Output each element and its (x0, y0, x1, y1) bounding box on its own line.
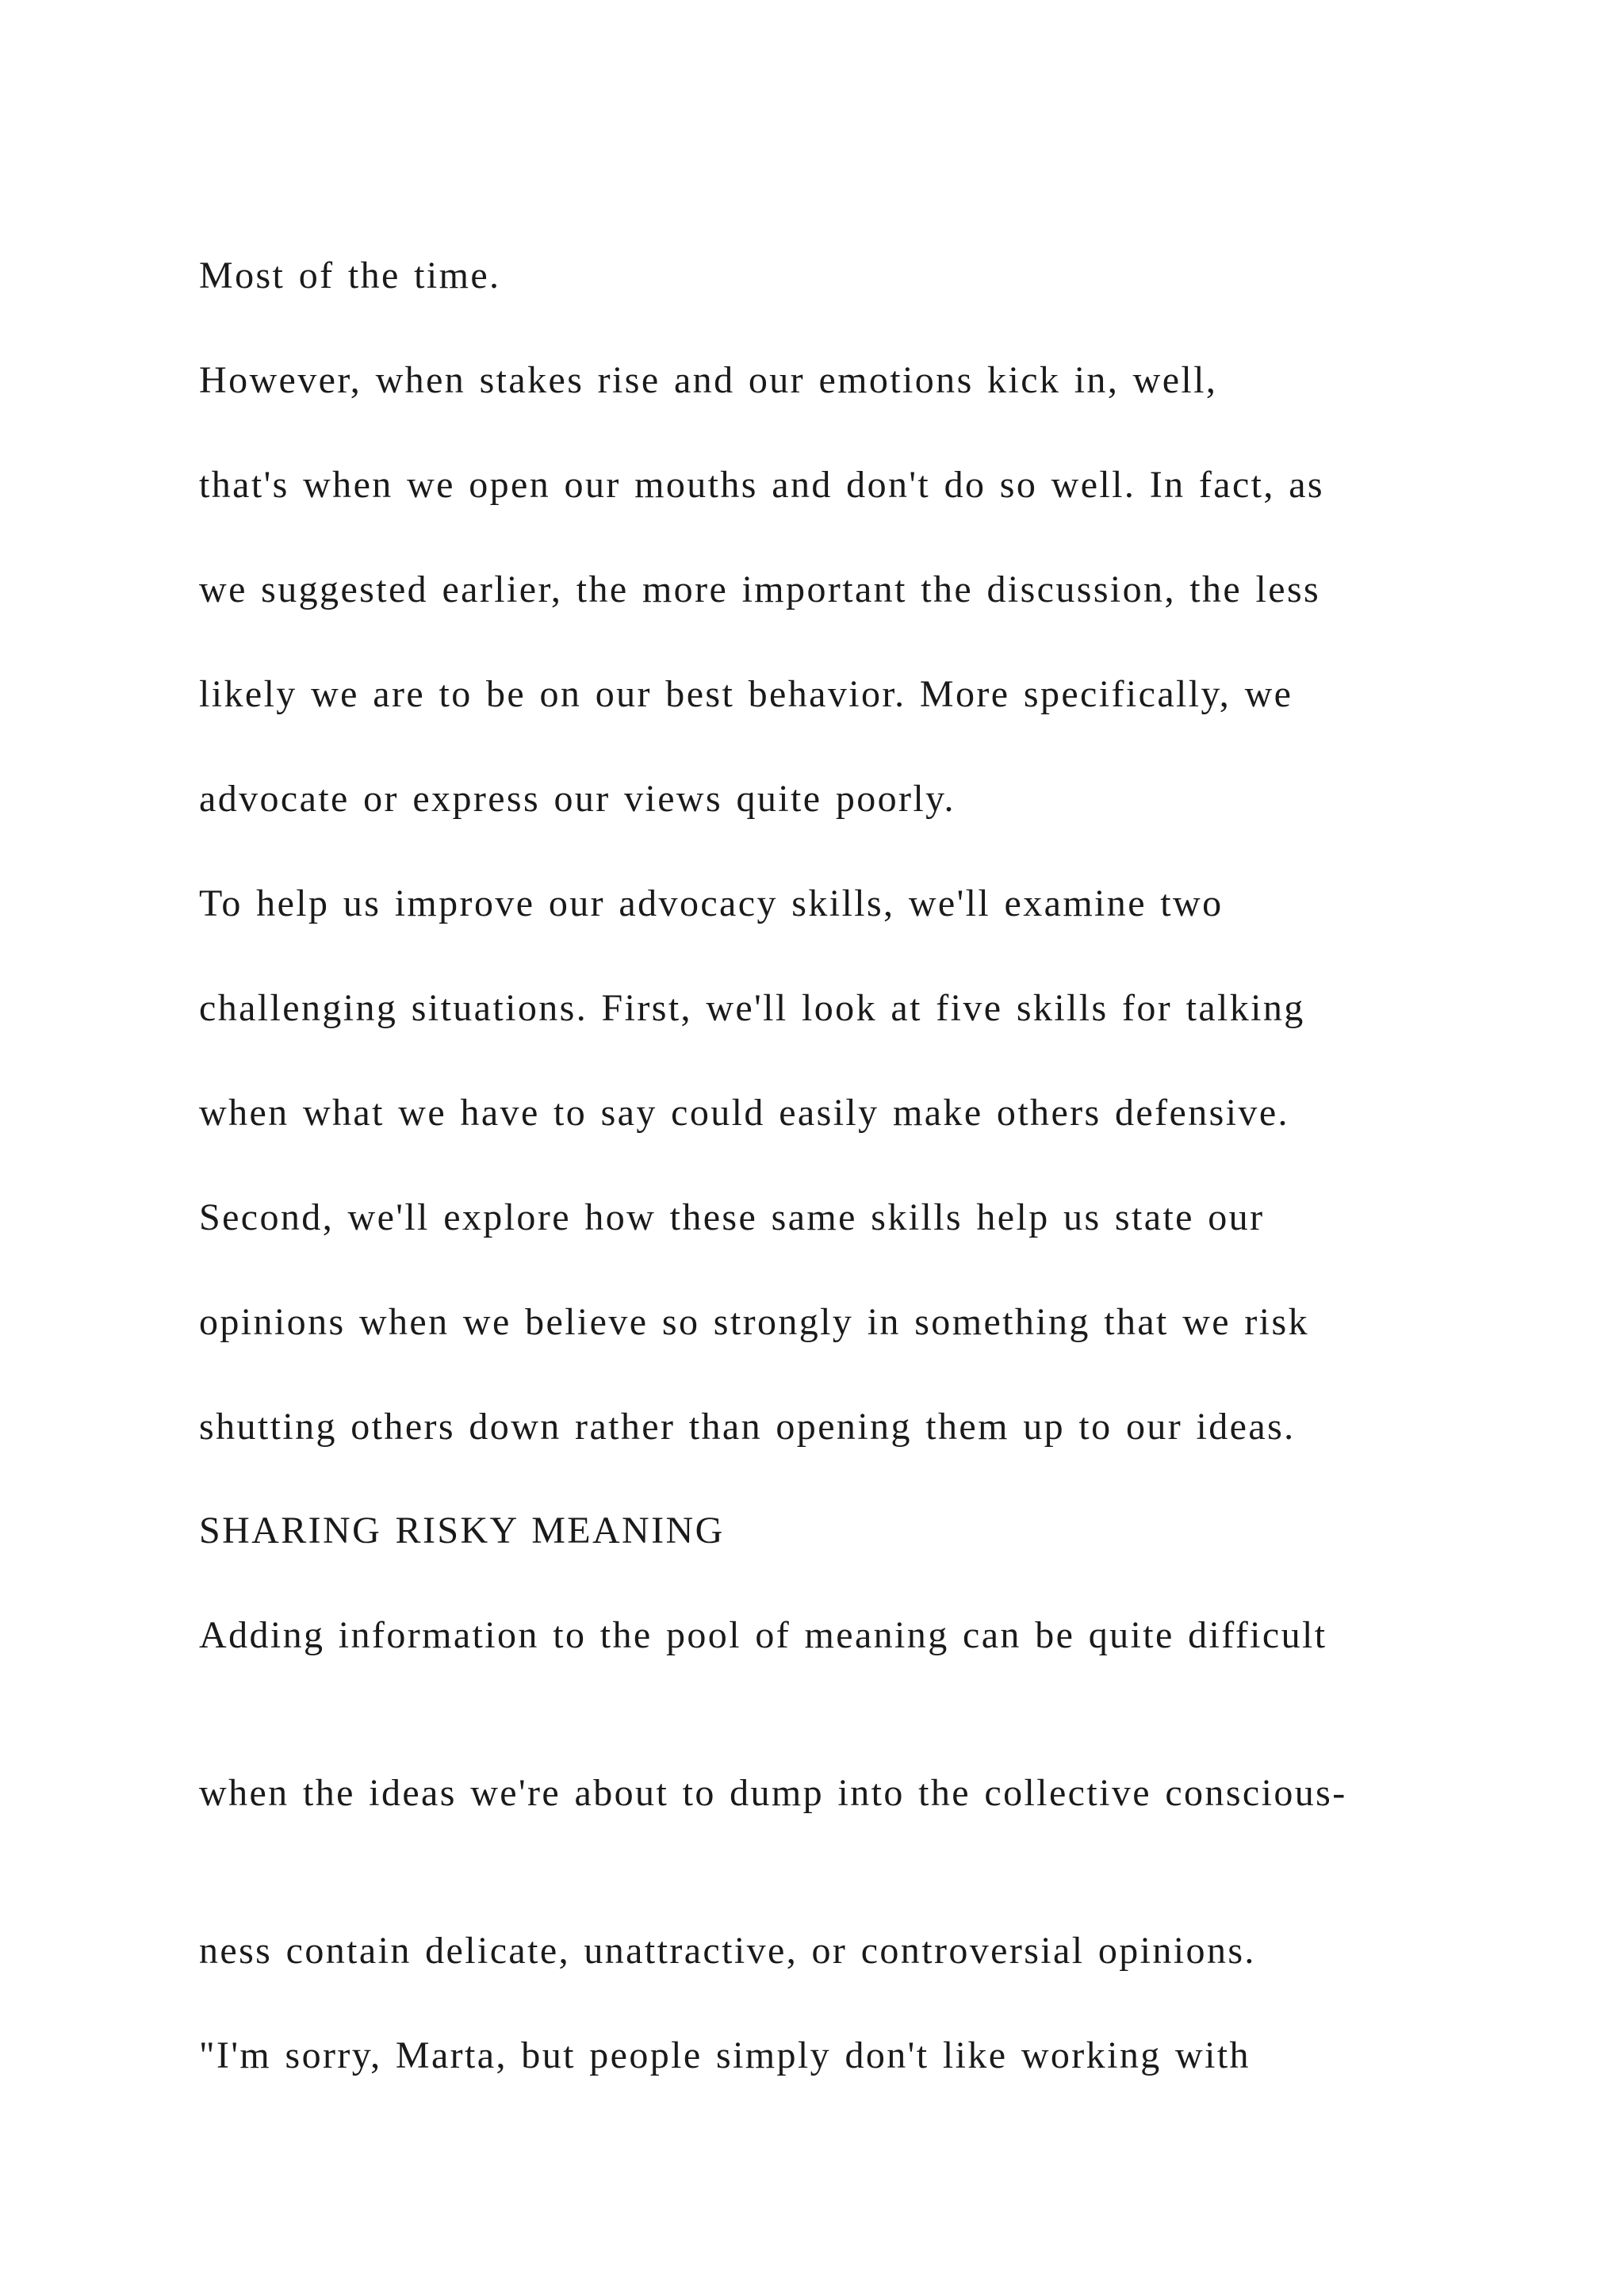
text-line-15: when the ideas we're about to dump into the collective conscious- (199, 1772, 1347, 1814)
text-line-5: likely we are to be on our best behavior. More specifically, we (199, 673, 1293, 715)
text-line-7: To help us improve our advocacy skills, we'll examine two (199, 882, 1224, 924)
text-line-12: shutting others down rather than opening them up to our ideas. (199, 1406, 1296, 1448)
text-line-14: Adding information to the pool of meaning can be quite difficult (199, 1614, 1327, 1656)
text-line-9: when what we have to say could easily make others defensive. (199, 1092, 1289, 1134)
text-line-4: we suggested earlier, the more important the discussion, the less (199, 568, 1321, 610)
section-heading: SHARING RISKY MEANING (199, 1510, 725, 1552)
text-line-6: advocate or express our views quite poorly. (199, 778, 956, 820)
text-line-11: opinions when we believe so strongly in something that we risk (199, 1301, 1309, 1343)
text-line-16: ness contain delicate, unattractive, or controversial opinions. (199, 1930, 1256, 1972)
text-line-1: Most of the time. (199, 254, 501, 297)
text-line-17: "I'm sorry, Marta, but people simply don't like working with (199, 2034, 1251, 2076)
text-line-2: However, when stakes rise and our emotions kick in, well, (199, 359, 1218, 401)
text-line-3: that's when we open our mouths and don't do so well. In fact, as (199, 464, 1324, 506)
text-line-10: Second, we'll explore how these same skills help us state our (199, 1196, 1265, 1238)
text-line-8: challenging situations. First, we'll look at five skills for talking (199, 987, 1305, 1029)
